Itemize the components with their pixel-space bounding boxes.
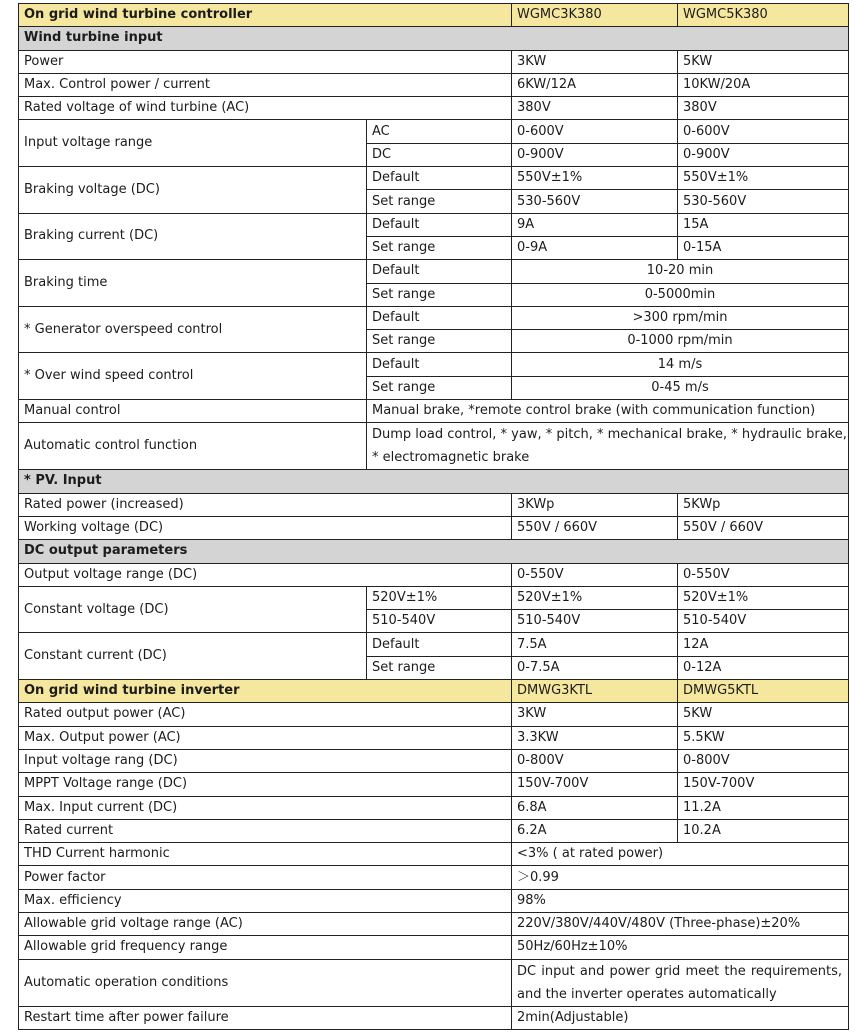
row-label: Input voltage rang (DC) — [19, 749, 512, 772]
spec-row — [19, 936, 849, 959]
spec-table — [18, 3, 849, 1030]
spec-row — [19, 703, 849, 726]
value-b: 0-800V — [678, 749, 849, 772]
inverter-model-a: DMWG3KTL — [512, 680, 678, 703]
value-b: 5KW — [678, 703, 849, 726]
controller-header-row — [19, 4, 849, 27]
value-b: 10.2A — [678, 819, 849, 842]
row-label: * Generator overspeed control — [19, 306, 367, 353]
value-a: 3KW — [512, 50, 678, 73]
row-label: Constant voltage (DC) — [19, 586, 367, 633]
sub-label: Set range — [367, 330, 512, 353]
value-shared: 0-45 m/s — [512, 376, 849, 399]
sub-label: AC — [367, 120, 512, 143]
spec-row — [19, 959, 849, 1006]
row-label: Max. Input current (DC) — [19, 796, 512, 819]
value-a: 7.5A — [512, 633, 678, 656]
row-label: THD Current harmonic — [19, 843, 512, 866]
section-row — [19, 540, 849, 563]
row-label: Power factor — [19, 866, 512, 889]
value-shared: ＞0.99 — [512, 866, 849, 889]
spec-row — [19, 843, 849, 866]
value-a: 550V / 660V — [512, 516, 678, 539]
section-pv-input: * PV. Input — [19, 470, 849, 493]
spec-row — [19, 50, 849, 73]
controller-title: On grid wind turbine controller — [19, 4, 512, 27]
row-label: Constant current (DC) — [19, 633, 367, 680]
sub-label: Default — [367, 167, 512, 190]
spec-row — [19, 912, 849, 935]
section-row — [19, 27, 849, 50]
row-label: Manual control — [19, 400, 367, 423]
row-label: Allowable grid frequency range — [19, 936, 512, 959]
row-label: Restart time after power failure — [19, 1006, 512, 1029]
row-label: Output voltage range (DC) — [19, 563, 512, 586]
section-wind-input: Wind turbine input — [19, 27, 849, 50]
value-b: 0-600V — [678, 120, 849, 143]
value-a: 3.3KW — [512, 726, 678, 749]
sub-label: Default — [367, 633, 512, 656]
row-label: Rated power (increased) — [19, 493, 512, 516]
value-shared: 220V/380V/440V/480V (Three-phase)±20% — [512, 912, 849, 935]
value-a: 0-800V — [512, 749, 678, 772]
value-a: 9A — [512, 213, 678, 236]
value-b: 520V±1% — [678, 586, 849, 609]
value-shared: 50Hz/60Hz±10% — [512, 936, 849, 959]
spec-row — [19, 866, 849, 889]
row-label: Working voltage (DC) — [19, 516, 512, 539]
value-b: 5.5KW — [678, 726, 849, 749]
spec-row — [19, 749, 849, 772]
value-shared: DC input and power grid meet the requirements, and the inverter operates automatically — [512, 959, 849, 1006]
controller-model-b: WGMC5K380 — [678, 4, 849, 27]
value-a: 550V±1% — [512, 167, 678, 190]
value-a: 3KW — [512, 703, 678, 726]
spec-row — [19, 353, 849, 376]
value-a: 0-900V — [512, 143, 678, 166]
value-a: 0-600V — [512, 120, 678, 143]
sub-label: Default — [367, 260, 512, 283]
spec-row — [19, 306, 849, 329]
sub-label: Default — [367, 353, 512, 376]
section-row — [19, 470, 849, 493]
value-a: 520V±1% — [512, 586, 678, 609]
sub-label: Set range — [367, 283, 512, 306]
spec-row — [19, 400, 849, 423]
inverter-model-b: DMWG5KTL — [678, 680, 849, 703]
row-label: Power — [19, 50, 512, 73]
spec-row — [19, 167, 849, 190]
sub-label: Set range — [367, 190, 512, 213]
row-label: Max. Output power (AC) — [19, 726, 512, 749]
value-a: 530-560V — [512, 190, 678, 213]
sub-label: Default — [367, 213, 512, 236]
value-b: 550V±1% — [678, 167, 849, 190]
row-label: Rated current — [19, 819, 512, 842]
spec-row — [19, 586, 849, 609]
spec-row — [19, 726, 849, 749]
value-b: 510-540V — [678, 610, 849, 633]
value-b: 0-550V — [678, 563, 849, 586]
spec-row — [19, 773, 849, 796]
value-b: 15A — [678, 213, 849, 236]
value-b: 530-560V — [678, 190, 849, 213]
value-b: 380V — [678, 97, 849, 120]
value-a: 150V-700V — [512, 773, 678, 796]
value-b: 0-15A — [678, 236, 849, 259]
row-label: Braking time — [19, 260, 367, 307]
value-wide: Manual brake, *remote control brake (with communication function) — [367, 400, 849, 423]
section-dc-output: DC output parameters — [19, 540, 849, 563]
row-label: Max. Control power / current — [19, 73, 512, 96]
value-shared: 0-5000min — [512, 283, 849, 306]
spec-row — [19, 796, 849, 819]
value-a: 510-540V — [512, 610, 678, 633]
spec-row — [19, 260, 849, 283]
value-a: 6KW/12A — [512, 73, 678, 96]
value-b: 0-900V — [678, 143, 849, 166]
spec-row — [19, 97, 849, 120]
spec-row — [19, 73, 849, 96]
spec-row — [19, 423, 849, 470]
value-shared: 2min(Adjustable) — [512, 1006, 849, 1029]
value-shared: 98% — [512, 889, 849, 912]
row-label: MPPT Voltage range (DC) — [19, 773, 512, 796]
value-shared: 0-1000 rpm/min — [512, 330, 849, 353]
spec-row — [19, 213, 849, 236]
row-label: * Over wind speed control — [19, 353, 367, 400]
value-wide: Dump load control, * yaw, * pitch, * mechanical brake, * hydraulic brake, * electromagnetic brake — [367, 423, 849, 470]
spec-row — [19, 563, 849, 586]
sub-label: 520V±1% — [367, 586, 512, 609]
row-label: Braking current (DC) — [19, 213, 367, 260]
value-a: 0-7.5A — [512, 656, 678, 679]
value-b: 5KWp — [678, 493, 849, 516]
value-b: 0-12A — [678, 656, 849, 679]
value-b: 10KW/20A — [678, 73, 849, 96]
row-label: Max. efficiency — [19, 889, 512, 912]
value-a: 6.8A — [512, 796, 678, 819]
value-a: 3KWp — [512, 493, 678, 516]
sub-label: 510-540V — [367, 610, 512, 633]
row-label: Automatic operation conditions — [19, 959, 512, 1006]
value-a: 0-550V — [512, 563, 678, 586]
sub-label: Set range — [367, 236, 512, 259]
value-shared: >300 rpm/min — [512, 306, 849, 329]
spec-row — [19, 493, 849, 516]
value-b: 550V / 660V — [678, 516, 849, 539]
controller-model-a: WGMC3K380 — [512, 4, 678, 27]
sub-label: Set range — [367, 656, 512, 679]
spec-row — [19, 516, 849, 539]
inverter-header-row — [19, 680, 849, 703]
spec-row — [19, 1006, 849, 1029]
row-label: Rated voltage of wind turbine (AC) — [19, 97, 512, 120]
row-label: Allowable grid voltage range (AC) — [19, 912, 512, 935]
spec-row — [19, 889, 849, 912]
row-label: Braking voltage (DC) — [19, 167, 367, 214]
value-shared: 10-20 min — [512, 260, 849, 283]
inverter-title: On grid wind turbine inverter — [19, 680, 512, 703]
row-label: Rated output power (AC) — [19, 703, 512, 726]
row-label: Automatic control function — [19, 423, 367, 470]
sub-label: DC — [367, 143, 512, 166]
row-label: Input voltage range — [19, 120, 367, 167]
value-b: 150V-700V — [678, 773, 849, 796]
sub-label: Default — [367, 306, 512, 329]
value-a: 380V — [512, 97, 678, 120]
spec-row — [19, 633, 849, 656]
sub-label: Set range — [367, 376, 512, 399]
value-shared: <3% ( at rated power) — [512, 843, 849, 866]
value-a: 6.2A — [512, 819, 678, 842]
value-shared: 14 m/s — [512, 353, 849, 376]
spec-row — [19, 120, 849, 143]
value-b: 5KW — [678, 50, 849, 73]
value-b: 11.2A — [678, 796, 849, 819]
value-b: 12A — [678, 633, 849, 656]
spec-row — [19, 819, 849, 842]
value-a: 0-9A — [512, 236, 678, 259]
